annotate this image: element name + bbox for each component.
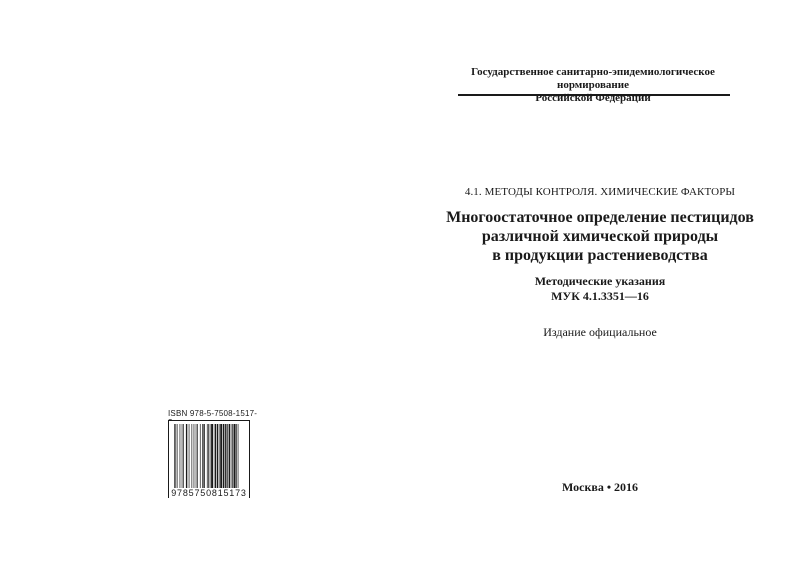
barcode-bar xyxy=(177,424,178,488)
barcode-bar xyxy=(174,424,175,488)
barcode-bar xyxy=(211,424,213,488)
barcode-bar xyxy=(182,424,183,488)
barcode-bar xyxy=(186,424,187,488)
barcode-bar xyxy=(192,424,193,488)
barcode-bar xyxy=(180,424,181,488)
barcode-bar xyxy=(189,424,190,488)
barcode-bar xyxy=(203,424,204,488)
series-header xyxy=(460,66,726,105)
document-title-line-3: в продукции растениеводства xyxy=(492,247,708,264)
barcode-bar xyxy=(175,424,176,488)
header-rule xyxy=(458,94,730,96)
barcode-bar xyxy=(210,424,211,488)
document-type-line-1: Методические указания xyxy=(534,274,666,288)
document-code: МУК 4.1.3351—16 xyxy=(551,289,649,303)
barcode-bars xyxy=(173,424,245,488)
barcode-bar xyxy=(227,424,228,488)
barcode-bar xyxy=(217,424,218,488)
isbn-barcode xyxy=(168,420,250,498)
section-heading: 4.1. МЕТОДЫ КОНТРОЛЯ. ХИМИЧЕСКИЕ ФАКТОРЫ xyxy=(464,186,736,198)
barcode-bar xyxy=(232,424,233,488)
document-title-line-2: различной химической природы xyxy=(481,228,719,245)
barcode-digits: 9785750815173 xyxy=(169,488,249,498)
barcode-bar xyxy=(215,424,216,488)
barcode-bar xyxy=(194,424,195,488)
document-title xyxy=(430,208,770,265)
barcode-bar xyxy=(183,424,184,488)
publication-imprint: Москва • 2016 xyxy=(561,480,639,494)
barcode-bar xyxy=(200,424,201,488)
edition-note: Издание официальное xyxy=(543,325,657,339)
document-title-line-1: Многоостаточное определение пестицидов xyxy=(446,209,754,226)
barcode-bar xyxy=(231,424,232,488)
barcode-bar xyxy=(197,424,198,488)
barcode-bar xyxy=(220,424,222,488)
barcode-bar xyxy=(207,424,208,488)
barcode-bar xyxy=(223,424,224,488)
barcode-bar xyxy=(234,424,236,488)
series-header-line-2: Российской Федерации xyxy=(535,92,651,104)
barcode-bar xyxy=(208,424,209,488)
document-type xyxy=(460,274,740,304)
barcode-bar xyxy=(196,424,197,488)
series-header-line-1: Государственное санитарно-эпидемиологическое нормирование xyxy=(471,66,715,91)
barcode-bar xyxy=(202,424,203,488)
right-page-title-page xyxy=(400,0,800,566)
barcode-bar xyxy=(236,424,237,488)
barcode-bar xyxy=(238,424,239,488)
isbn-label: ISBN 978-5-7508-1517- xyxy=(168,409,258,418)
barcode-bar xyxy=(225,424,226,488)
barcode-bar xyxy=(219,424,220,488)
barcode-bar xyxy=(229,424,230,488)
